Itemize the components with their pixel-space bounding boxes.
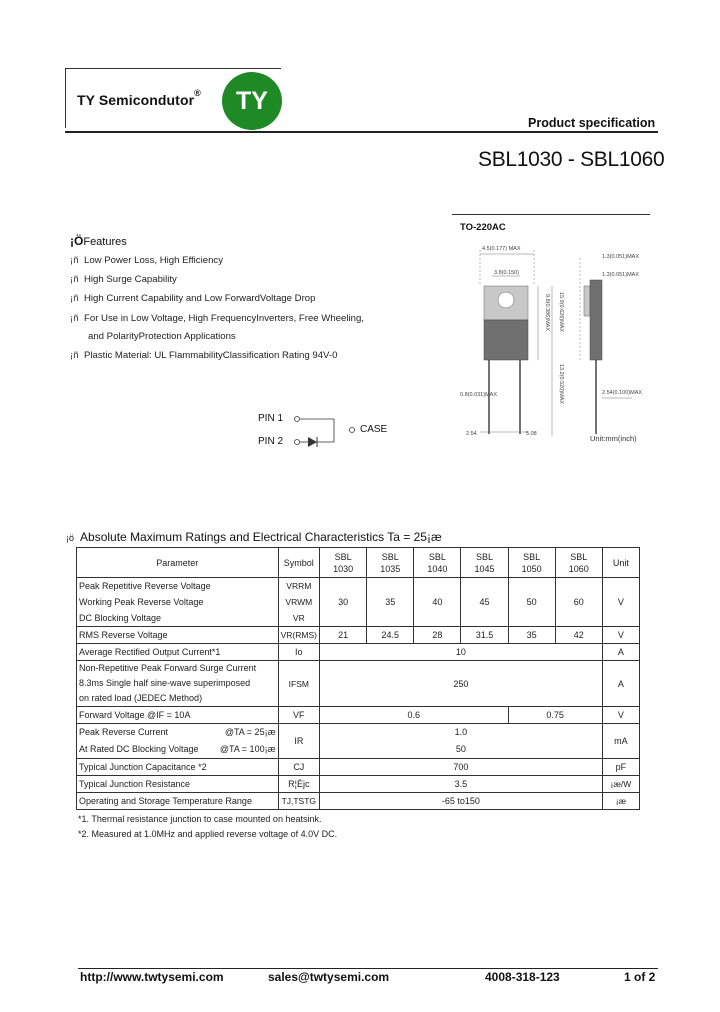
header-part: SBL 1050	[508, 548, 555, 578]
company-name: TY Semicondutor®	[77, 88, 201, 108]
pin2-label: PIN 2	[258, 436, 284, 447]
header-part: SBL 1040	[414, 548, 461, 578]
table-header-row	[77, 548, 640, 578]
package-title: TO-220AC	[460, 222, 506, 233]
table-row: Non-Repetitive Peak Forward Surge Current 8.3ms Single half sine-wave superimposed on rated load (JEDEC Method) IFSM 250 A	[77, 661, 640, 707]
product-specification-label: Product specification	[528, 116, 656, 130]
table-row: Average Rectified Output Current*1 Io 10 A	[77, 644, 640, 661]
footer-website-link[interactable]: http://www.twtysemi.com	[80, 970, 224, 984]
header-part: SBL 1035	[367, 548, 414, 578]
svg-text:3.8(0.150): 3.8(0.150)	[494, 270, 520, 276]
svg-text:13.2(0.520)MAX: 13.2(0.520)MAX	[558, 364, 564, 405]
table-row: RMS Reverse Voltage VR(RMS) 21 24.5 28 31.5 35 42 V	[77, 627, 640, 644]
svg-text:15.9(0.626)MAX: 15.9(0.626)MAX	[558, 292, 564, 333]
side-tab	[584, 286, 590, 316]
part-number-title: SBL1030 - SBL1060	[478, 148, 665, 171]
feature-item: ¡ñ Plastic Material: UL FlammabilityClassification Rating 94V-0	[70, 350, 338, 361]
feature-item: ¡ñ High Current Capability and Low ForwardVoltage Drop	[70, 293, 316, 304]
table-row: Typical Junction Capacitance *2 CJ 700 pF	[77, 759, 640, 776]
mounting-hole	[498, 292, 514, 308]
company-logo: TY	[222, 72, 282, 130]
svg-text:9.8(0.386)MAX: 9.8(0.386)MAX	[544, 294, 550, 331]
svg-text:2.54(0.100)MAX: 2.54(0.100)MAX	[602, 390, 643, 396]
header-parameter: Parameter	[77, 548, 279, 578]
svg-text:1.3(0.051)MAX: 1.3(0.051)MAX	[602, 272, 639, 278]
header-part: SBL 1030	[320, 548, 367, 578]
svg-text:0.8(0.031)MAX: 0.8(0.031)MAX	[460, 392, 497, 398]
ratings-table	[76, 547, 640, 810]
side-body	[590, 280, 602, 360]
header-part: SBL 1060	[555, 548, 602, 578]
feature-item: ¡ñ High Surge Capability	[70, 274, 177, 285]
table-row: Operating and Storage Temperature Range TJ,TSTG -65 to150 ¡æ	[77, 793, 640, 810]
svg-text:2.54: 2.54	[466, 431, 477, 437]
footer-page-number: 1 of 2	[624, 970, 656, 984]
header-rule-top	[65, 68, 281, 69]
feature-item: ¡ñ For Use in Low Voltage, High FrequencyInverters, Free Wheeling,	[70, 313, 364, 324]
feature-item: ¡ñ Low Power Loss, High Efficiency	[70, 255, 223, 266]
table-note: *2. Measured at 1.0MHz and applied reverse voltage of 4.0V DC.	[78, 829, 338, 839]
table-row: Peak Reverse Current @TA = 25¡æ At Rated DC Blocking Voltage @TA = 100¡æ IR 1.0 50 mA	[77, 724, 640, 759]
package-box-rule	[452, 214, 650, 215]
footer-divider	[78, 968, 658, 969]
svg-text:5.08: 5.08	[526, 431, 537, 437]
svg-text:1.3(0.051)MAX: 1.3(0.051)MAX	[602, 254, 639, 260]
footer-phone: 4008-318-123	[485, 970, 560, 984]
table-row: Peak Repetitive Reverse Voltage Working Peak Reverse Voltage DC Blocking Voltage VRRM VRWM VR 30 35 40 45 50 60 V	[77, 578, 640, 627]
case-label: CASE	[360, 424, 388, 435]
header-divider	[65, 131, 658, 133]
header-unit: Unit	[602, 548, 639, 578]
to220-package-drawing	[452, 236, 652, 444]
header-rule-left	[65, 68, 66, 128]
feature-item-continuation: and PolarityProtection Applications	[88, 331, 236, 342]
features-heading: ¡ÖFeatures	[70, 234, 127, 248]
footer-email-link[interactable]: sales@twtysemi.com	[268, 970, 390, 984]
package-units: Unit:mm(inch)	[590, 434, 637, 443]
ratings-title: ¡ö Absolute Maximum Ratings and Electrical Characteristics Ta = 25¡æ	[66, 530, 442, 544]
diode-icon	[308, 437, 317, 447]
header-part: SBL 1045	[461, 548, 508, 578]
table-row: Typical Junction Resistance R¦Èjc 3.5 ¡æ/W	[77, 776, 640, 793]
package-body	[484, 320, 528, 360]
table-note: *1. Thermal resistance junction to case mounted on heatsink.	[78, 814, 322, 824]
table-row: Forward Voltage @IF = 10A VF 0.6 0.75 V	[77, 707, 640, 724]
pin1-label: PIN 1	[258, 413, 284, 424]
pin-schematic	[292, 412, 362, 452]
header-symbol: Symbol	[278, 548, 319, 578]
svg-text:4.5(0.177) MAX: 4.5(0.177) MAX	[482, 246, 521, 252]
